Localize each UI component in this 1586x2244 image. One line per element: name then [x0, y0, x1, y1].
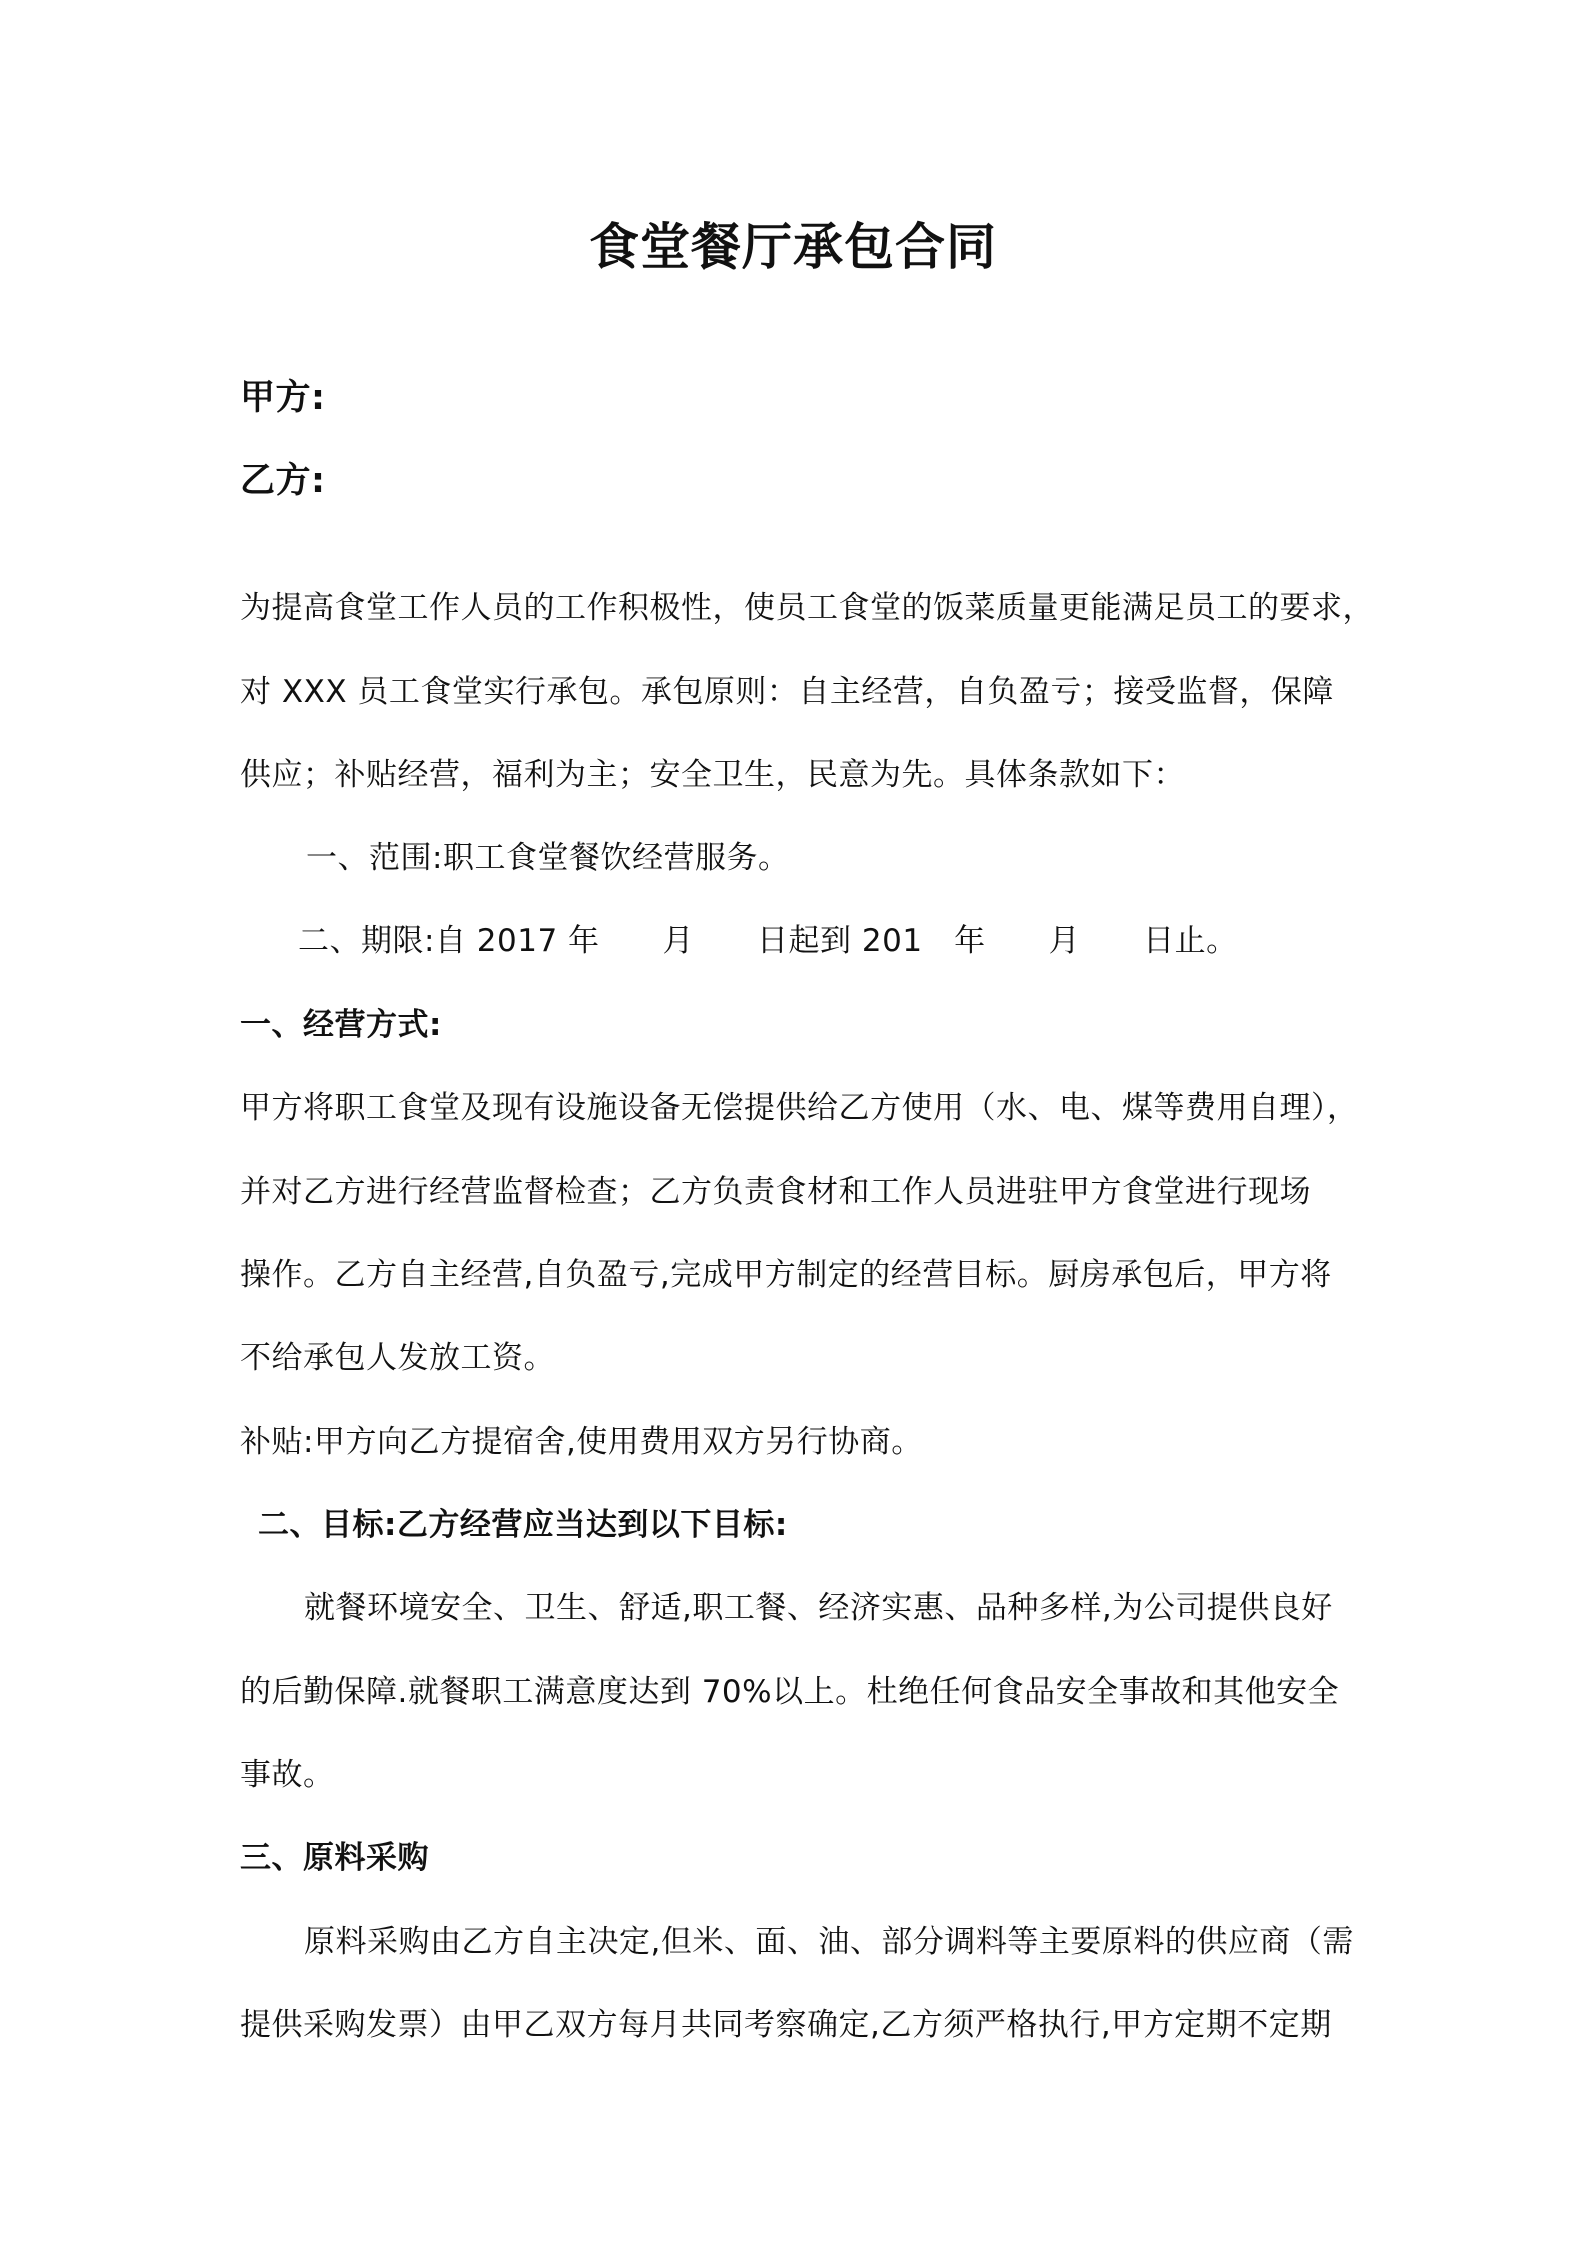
operation-line-4: 不给承包人发放工资。 [240, 1340, 555, 1376]
preamble-line-2: 对 XXX 员工食堂实行承包。承包原则：自主经营，自负盈亏；接受监督，保障 [240, 674, 1334, 710]
preamble-line-3: 供应；补贴经营，福利为主；安全卫生，民意为先。具体条款如下： [240, 757, 1185, 793]
document-title: 食堂餐厅承包合同 [589, 218, 997, 276]
operation-line-1: 甲方将职工食堂及现有设施设备无偿提供给乙方使用（水、电、煤等费用自理）， [240, 1090, 1359, 1126]
section-heading-operation: 一、经营方式: [240, 1007, 442, 1043]
goals-line-3: 事故。 [240, 1757, 335, 1793]
operation-line-3: 操作。乙方自主经营,自负盈亏,完成甲方制定的经营目标。厨房承包后，甲方将 [240, 1257, 1332, 1293]
procurement-line-2: 提供采购发票）由甲乙双方每月共同考察确定,乙方须严格执行,甲方定期不定期 [240, 2007, 1332, 2043]
goals-line-2: 的后勤保障.就餐职工满意度达到 70%以上。杜绝任何食品安全事故和其他安全 [240, 1674, 1340, 1710]
clause-scope: 一、范围:职工食堂餐饮经营服务。 [306, 840, 790, 876]
party-b-label: 乙方: [240, 461, 326, 501]
preamble-line-1: 为提高食堂工作人员的工作积极性，使员工食堂的饭菜质量更能满足员工的要求， [240, 590, 1374, 626]
party-a-label: 甲方: [240, 378, 326, 418]
operation-line-2: 并对乙方进行经营监督检查；乙方负责食材和工作人员进驻甲方食堂进行现场 [240, 1174, 1311, 1210]
clause-term: 二、期限:自 2017 年 月 日起到 201 年 月 日止。 [298, 923, 1238, 959]
section-heading-procurement: 三、原料采购 [240, 1840, 429, 1876]
procurement-line-1: 原料采购由乙方自主决定,但米、面、油、部分调料等主要原料的供应商（需 [304, 1924, 1354, 1960]
subsidy-line: 补贴:甲方向乙方提宿舍,使用费用双方另行协商。 [240, 1424, 923, 1460]
section-heading-goals: 二、目标:乙方经营应当达到以下目标: [258, 1507, 788, 1543]
goals-line-1: 就餐环境安全、卫生、舒适,职工餐、经济实惠、品种多样,为公司提供良好 [304, 1590, 1333, 1626]
